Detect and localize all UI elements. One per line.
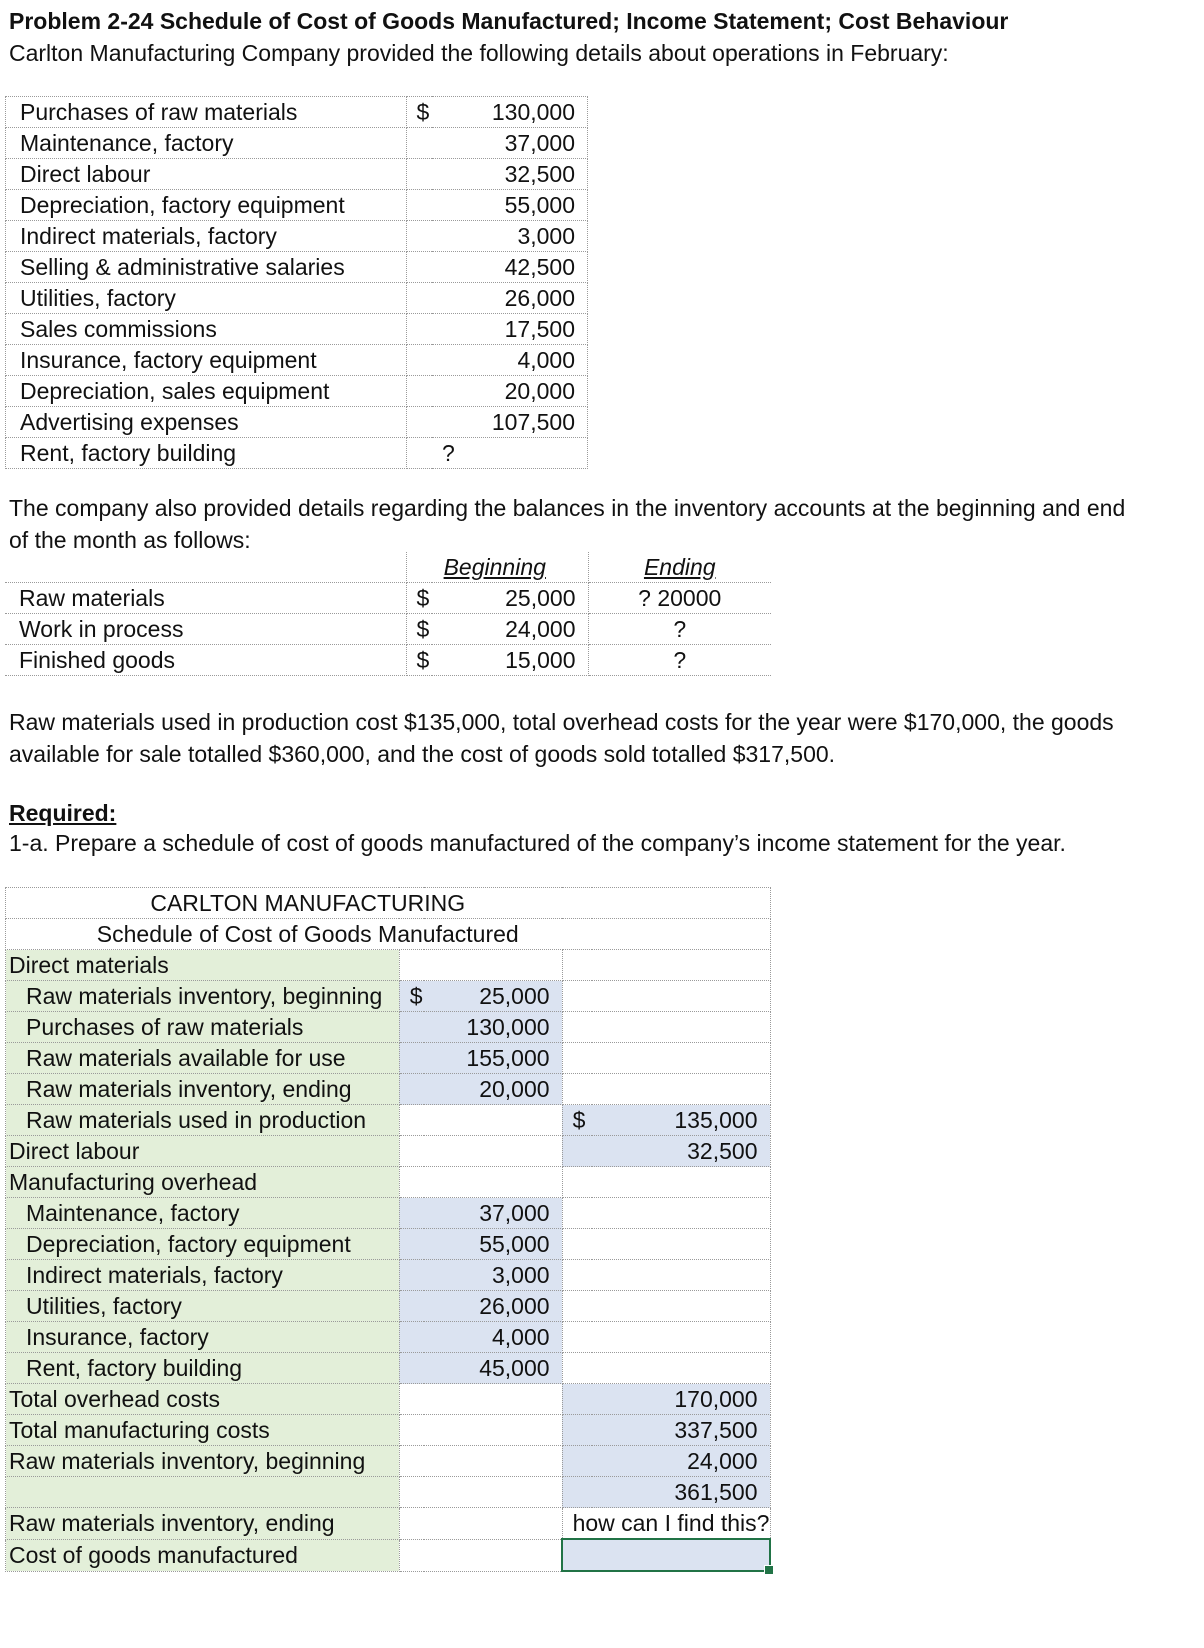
schedule-row: [6, 1415, 771, 1446]
schedule-dollar-right: [562, 1291, 592, 1322]
schedule-amount-right[interactable]: [592, 1198, 770, 1229]
inventory-ending: ? 20000: [588, 583, 771, 614]
schedule-amount-mid[interactable]: 55,000: [424, 1229, 562, 1260]
details-value: 37,000: [432, 128, 588, 159]
details-dollar: $: [406, 97, 432, 128]
details-dollar: [406, 345, 432, 376]
problem-subtitle: Carlton Manufacturing Company provided the following details about operations in February:: [9, 40, 949, 66]
schedule-amount-mid[interactable]: [424, 1105, 562, 1136]
fill-handle[interactable]: [764, 1565, 774, 1575]
schedule-row: [6, 1105, 771, 1136]
schedule-row: [6, 1260, 771, 1291]
schedule-company-row: [6, 888, 771, 919]
schedule-label: Raw materials used in production: [6, 1105, 400, 1136]
schedule-row: [6, 1167, 771, 1198]
schedule-row: [6, 1508, 771, 1540]
schedule-label: Indirect materials, factory: [6, 1260, 400, 1291]
inventory-label: Raw materials: [5, 583, 406, 614]
schedule-amount-mid[interactable]: 130,000: [424, 1012, 562, 1043]
details-row: [6, 407, 588, 438]
inventory-dollar: $: [406, 614, 432, 645]
col-beginning: Beginning: [443, 553, 546, 580]
schedule-dollar-right: [562, 1229, 592, 1260]
schedule-amount-mid[interactable]: 155,000: [424, 1043, 562, 1074]
schedule-dollar-right: [562, 1446, 592, 1477]
details-row: [6, 97, 588, 128]
inventory-table: [5, 552, 771, 676]
schedule-active-cell[interactable]: [562, 1539, 770, 1571]
schedule-amount-right[interactable]: [592, 1353, 770, 1384]
schedule-amount-right[interactable]: 24,000: [592, 1446, 770, 1477]
required-text: 1-a. Prepare a schedule of cost of goods manufactured of the company’s income statement for the year.: [9, 830, 1066, 856]
details-row: [6, 314, 588, 345]
schedule-amount-right[interactable]: 337,500: [592, 1415, 770, 1446]
schedule-amount-right[interactable]: 32,500: [592, 1136, 770, 1167]
details-label: Utilities, factory: [6, 283, 407, 314]
schedule-dollar-right: $: [562, 1105, 592, 1136]
schedule-amount-right[interactable]: [592, 1322, 770, 1353]
schedule-dollar-right: [562, 1012, 592, 1043]
schedule-amount-mid[interactable]: 45,000: [424, 1353, 562, 1384]
details-dollar: [406, 128, 432, 159]
schedule-row: [6, 1136, 771, 1167]
schedule-row: [6, 1229, 771, 1260]
schedule-label: Rent, factory building: [6, 1353, 400, 1384]
details-label: Selling & administrative salaries: [6, 252, 407, 283]
details-value: 130,000: [432, 97, 588, 128]
required-heading: Required:: [9, 800, 117, 826]
schedule-dollar-mid: [399, 1105, 424, 1136]
schedule-dollar-right: [562, 981, 592, 1012]
schedule-amount-right[interactable]: [592, 981, 770, 1012]
schedule-dollar-mid: [399, 1508, 424, 1540]
details-dollar: [406, 314, 432, 345]
inventory-label: Work in process: [5, 614, 406, 645]
schedule-row: [6, 1539, 771, 1571]
schedule-dollar-right: [562, 1477, 592, 1508]
schedule-row: [6, 1353, 771, 1384]
inventory-ending: ?: [588, 645, 771, 676]
details-label: Indirect materials, factory: [6, 221, 407, 252]
schedule-amount-mid[interactable]: 3,000: [424, 1260, 562, 1291]
schedule-dollar-mid: [399, 1136, 424, 1167]
schedule-amount-right[interactable]: [592, 950, 770, 981]
schedule-amount-mid[interactable]: [424, 1415, 562, 1446]
schedule-dollar-right: [562, 1043, 592, 1074]
schedule-amount-mid[interactable]: 25,000: [424, 981, 562, 1012]
schedule-amount-right[interactable]: 135,000: [592, 1105, 770, 1136]
schedule-dollar-mid: [399, 1012, 424, 1043]
schedule-row: [6, 1384, 771, 1415]
inventory-ending: ?: [588, 614, 771, 645]
schedule-label: Maintenance, factory: [6, 1198, 400, 1229]
details-label: Insurance, factory equipment: [6, 345, 407, 376]
details-value: 42,500: [432, 252, 588, 283]
schedule-row: [6, 1446, 771, 1477]
inventory-row: [5, 583, 771, 614]
details-label: Advertising expenses: [6, 407, 407, 438]
details-row: [6, 252, 588, 283]
schedule-dollar-mid: [399, 1322, 424, 1353]
details-row: [6, 159, 588, 190]
schedule-label: Utilities, factory: [6, 1291, 400, 1322]
col-ending: Ending: [643, 553, 716, 580]
schedule-amount-right[interactable]: [592, 1260, 770, 1291]
details-dollar: [406, 376, 432, 407]
facts-text: Raw materials used in production cost $135,000, total overhead costs for the year were $170,000, the goods available for sale totalled $360,000, and the cost of goods sold totalled $317,500.: [9, 709, 1114, 767]
schedule-dollar-mid: [399, 1539, 424, 1571]
schedule-label: Direct labour: [6, 1136, 400, 1167]
schedule-dollar-mid: [399, 1167, 424, 1198]
schedule-dollar-right: [562, 1167, 592, 1198]
inventory-row: [5, 645, 771, 676]
schedule-label: Raw materials inventory, beginning: [6, 1446, 400, 1477]
schedule-dollar-mid: [399, 1291, 424, 1322]
schedule-amount-right[interactable]: [592, 1043, 770, 1074]
schedule-label: Manufacturing overhead: [6, 1167, 400, 1198]
schedule-amount-mid[interactable]: [424, 1477, 562, 1508]
inventory-row: [5, 614, 771, 645]
schedule-label: Raw materials inventory, beginning: [6, 981, 400, 1012]
schedule-dollar-right: [562, 1136, 592, 1167]
details-label: Direct labour: [6, 159, 407, 190]
details-dollar: [406, 438, 432, 469]
schedule-label: Insurance, factory: [6, 1322, 400, 1353]
schedule-row: [6, 1074, 771, 1105]
schedule-note: how can I find this?: [562, 1508, 770, 1540]
schedule-dollar-right: [562, 1198, 592, 1229]
schedule-label: Total manufacturing costs: [6, 1415, 400, 1446]
details-row: [6, 283, 588, 314]
inventory-intro: The company also provided details regarding the balances in the inventory accounts at the beginning and end of the month as follows:: [9, 495, 1126, 553]
schedule-dollar-mid: [399, 1384, 424, 1415]
schedule-amount-right[interactable]: [592, 1291, 770, 1322]
details-label: Maintenance, factory: [6, 128, 407, 159]
details-label: Sales commissions: [6, 314, 407, 345]
details-value: 3,000: [432, 221, 588, 252]
schedule-dollar-right: [562, 950, 592, 981]
schedule-dollar-right: [562, 1322, 592, 1353]
details-dollar: [406, 283, 432, 314]
schedule-row: [6, 950, 771, 981]
details-row: [6, 128, 588, 159]
problem-title: Problem 2-24 Schedule of Cost of Goods Manufactured; Income Statement; Cost Behaviour: [9, 8, 1009, 34]
schedule-amount-mid[interactable]: [424, 1508, 562, 1540]
schedule-label: Raw materials inventory, ending: [6, 1508, 400, 1540]
schedule-amount-right[interactable]: 170,000: [592, 1384, 770, 1415]
details-value: 32,500: [432, 159, 588, 190]
schedule-dollar-right: [562, 1384, 592, 1415]
schedule-label: [6, 1477, 400, 1508]
details-value: 4,000: [432, 345, 588, 376]
details-row: [6, 345, 588, 376]
schedule-amount-right[interactable]: [592, 1167, 770, 1198]
schedule-dollar-mid: [399, 1198, 424, 1229]
schedule-dollar-mid: [399, 1260, 424, 1291]
schedule-row: [6, 1291, 771, 1322]
schedule-dollar-right: [562, 1415, 592, 1446]
schedule-dollar-mid: [399, 1043, 424, 1074]
schedule-amount-mid[interactable]: 37,000: [424, 1198, 562, 1229]
details-label: Depreciation, factory equipment: [6, 190, 407, 221]
details-dollar: [406, 252, 432, 283]
schedule-dollar-mid: [399, 950, 424, 981]
inventory-dollar: $: [406, 645, 432, 676]
schedule-amount-mid[interactable]: [424, 1167, 562, 1198]
schedule-row: [6, 981, 771, 1012]
schedule-label: Direct materials: [6, 950, 400, 981]
details-row: [6, 376, 588, 407]
schedule-amount-right[interactable]: [592, 1012, 770, 1043]
schedule-label: Depreciation, factory equipment: [6, 1229, 400, 1260]
schedule-row: [6, 1477, 771, 1508]
schedule-amount-mid[interactable]: [424, 950, 562, 981]
schedule-amount-mid[interactable]: [424, 1446, 562, 1477]
inventory-beginning: 24,000: [432, 614, 588, 645]
schedule-amount-right[interactable]: 361,500: [592, 1477, 770, 1508]
details-value: 26,000: [432, 283, 588, 314]
details-table: [5, 96, 588, 469]
schedule-dollar-mid: $: [399, 981, 424, 1012]
schedule-dollar-mid: [399, 1353, 424, 1384]
schedule-dollar-right: [562, 1353, 592, 1384]
schedule-row: [6, 1043, 771, 1074]
details-label: Purchases of raw materials: [6, 97, 407, 128]
inventory-dollar: $: [406, 583, 432, 614]
schedule-dollar-mid: [399, 1446, 424, 1477]
details-label: Rent, factory building: [6, 438, 407, 469]
details-dollar: [406, 190, 432, 221]
schedule-amount-mid[interactable]: 4,000: [424, 1322, 562, 1353]
schedule-amount-mid[interactable]: [424, 1539, 562, 1571]
inventory-header-row: [5, 552, 771, 583]
schedule-label: Raw materials available for use: [6, 1043, 400, 1074]
schedule-label: Raw materials inventory, ending: [6, 1074, 400, 1105]
details-dollar: [406, 407, 432, 438]
details-value: 55,000: [432, 190, 588, 221]
schedule-title: Schedule of Cost of Goods Manufactured: [6, 919, 771, 950]
schedule-amount-mid[interactable]: [424, 1384, 562, 1415]
details-dollar: [406, 221, 432, 252]
schedule-amount-mid[interactable]: 20,000: [424, 1074, 562, 1105]
schedule-amount-right[interactable]: [592, 1074, 770, 1105]
schedule-table: [5, 887, 771, 1572]
schedule-dollar-mid: [399, 1229, 424, 1260]
details-value: 20,000: [432, 376, 588, 407]
details-value: 17,500: [432, 314, 588, 345]
schedule-dollar-mid: [399, 1477, 424, 1508]
inventory-label: Finished goods: [5, 645, 406, 676]
schedule-amount-mid[interactable]: 26,000: [424, 1291, 562, 1322]
schedule-label: Purchases of raw materials: [6, 1012, 400, 1043]
schedule-label: Cost of goods manufactured: [6, 1539, 400, 1571]
schedule-dollar-right: [562, 1074, 592, 1105]
schedule-amount-mid[interactable]: [424, 1136, 562, 1167]
schedule-row: [6, 1198, 771, 1229]
details-row: [6, 221, 588, 252]
schedule-dollar-mid: [399, 1415, 424, 1446]
schedule-label: Total overhead costs: [6, 1384, 400, 1415]
details-row: [6, 190, 588, 221]
schedule-title-row: [6, 919, 771, 950]
details-label: Depreciation, sales equipment: [6, 376, 407, 407]
schedule-row: [6, 1322, 771, 1353]
schedule-dollar-mid: [399, 1074, 424, 1105]
details-dollar: [406, 159, 432, 190]
details-value: 107,500: [432, 407, 588, 438]
inventory-beginning: 15,000: [432, 645, 588, 676]
details-value: ?: [432, 438, 588, 469]
schedule-amount-right[interactable]: [592, 1229, 770, 1260]
details-row: [6, 438, 588, 469]
inventory-beginning: 25,000: [432, 583, 588, 614]
schedule-dollar-right: [562, 1260, 592, 1291]
schedule-row: [6, 1012, 771, 1043]
schedule-company: CARLTON MANUFACTURING: [6, 888, 771, 919]
